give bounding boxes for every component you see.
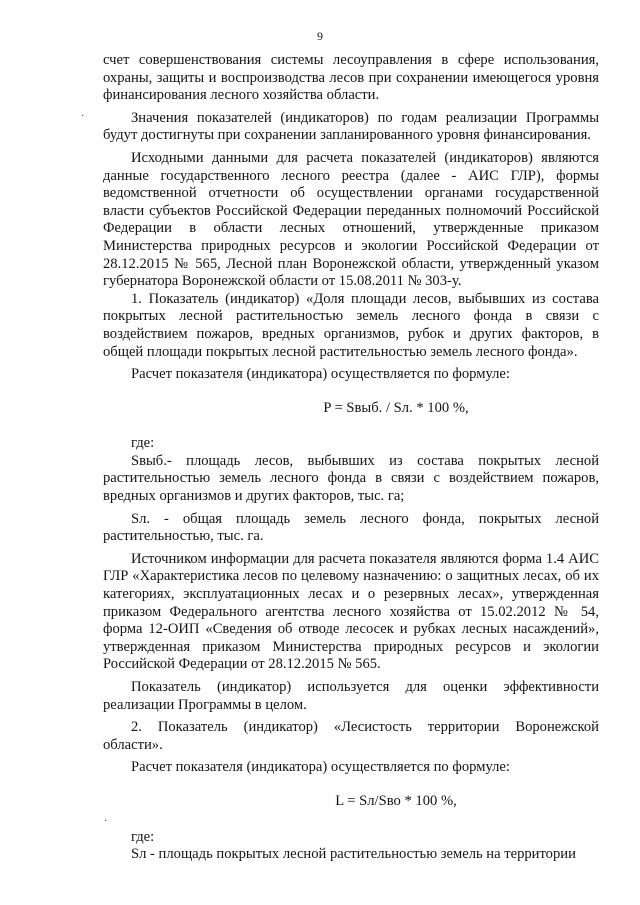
paragraph: 1. Показатель (индикатор) «Доля площади лесов, выбывших из состава покрытых лесной растительностью земель лесного фонда в связи с воздействием пожаров, вредных организмов, рубок и других факторов, в общей площади покрытых лесной растительностью земель лесного фонда». [103,290,599,360]
paragraph: Sл - площадь покрытых лесной растительностью земель на территории [131,846,576,863]
paragraph: счет совершенствования системы лесоуправления в сфере использования, охраны, защиты и воспроизводства лесов при сохранении имеющегося уровня финансирования лесного хозяйства области. [103,52,599,104]
where-label: где: [131,828,155,845]
formula-l: L = Sл/Sво * 100 %, [335,792,457,809]
paragraph: Источником информации для расчета показателя являются форма 1.4 АИС ГЛР «Характеристика лесов по целевому назначению: о защитных лесах, об их категориях, эксплуатационных лесах и о резервных лесах», утвержденная приказом Федерального агентства лесного хозяйства от 15.02.2012 № 54, форма 12-ОИП «Сведения об отводе лесосек и рубках лесных насаждений», утвержденная приказом Министерства природных ресурсов и экологии Российской Федерации от 28.12.2015 № 565. [103,550,599,673]
paragraph: Значения показателей (индикаторов) по годам реализации Программы будут достигнуты при сохранении запланированного уровня финансирования. [103,109,599,144]
scan-mark: · [81,111,85,122]
document-body [103,52,599,864]
paragraph: Показатель (индикатор) используется для оценки эффективности реализации Программы в целом. [103,679,599,713]
paragraph: Sвыб.- площадь лесов, выбывших из состава покрытых лесной растительностью земель лесного фонда в связи с воздействием пожаров, вредных организмов и других факторов, тыс. га; [103,452,599,505]
paragraph: Sл. - общая площадь земель лесного фонда, покрытых лесной растительностью, тыс. га. [103,510,599,545]
page-number: 9 [317,29,323,43]
paragraph: 2. Показатель (индикатор) «Лесистость территории Воронежской области». [103,719,599,753]
formula-p: P = Sвыб. / Sл. * 100 %, [323,399,469,416]
paragraph: Расчет показателя (индикатора) осуществляется по формуле: [131,366,510,383]
paragraph: Расчет показателя (индикатора) осуществляется по формуле: [131,759,510,776]
where-label: где: [131,435,155,452]
paragraph: Исходными данными для расчета показателей (индикаторов) являются данные государственного лесного реестра (далее - АИС ГЛР), формы ведомственной отчетности об осуществлении органами государственной власти субъектов Российской Федерации переданных полномочий Российской Федерации в области лесных отношений, утвержденные приказом Министерства природных ресурсов и экологии Российской Федерации от 28.12.2015 № 565, Лесной план Воронежской области, утвержденный указом губернатора Воронежской области от 15.08.2011 № 303-у. [103,149,599,290]
scan-mark: · [104,816,108,827]
